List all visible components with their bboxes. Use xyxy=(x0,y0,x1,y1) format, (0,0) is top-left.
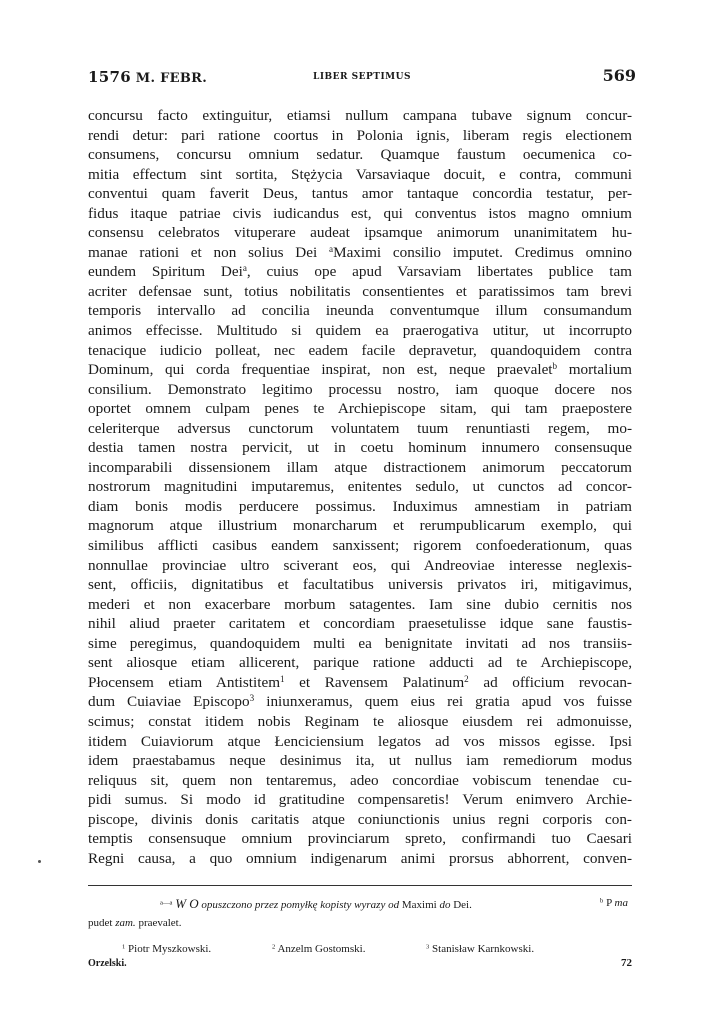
month: M. FEBR. xyxy=(135,71,208,86)
text-line: Regni causa, a quo omnium indigenarum animi prorsus abhorrent, conven- xyxy=(88,849,632,867)
text-run: Dominum, qui corda frequentiae inspirat, non est, neque praevalet xyxy=(88,361,553,379)
year: 1576 xyxy=(88,68,131,86)
text-run: dum Cuiaviae Episcopo xyxy=(88,693,250,711)
text-line: mederi et non exacerbare morbum satagentes. Iam sine dubio cernitis nos xyxy=(88,595,632,613)
text-line: mitia effectum sint sortita, Stężycia Varsaviaque docuit, e contra, communi xyxy=(88,165,632,183)
footnote-a-word1: Maximi xyxy=(401,899,437,911)
footnote-a-do: do xyxy=(439,899,451,911)
signature-author: Orzelski. xyxy=(88,958,127,969)
person-footnote-1: $^1$ Piotr Myszkowski. xyxy=(122,943,212,955)
text-line xyxy=(88,360,632,380)
text-line: animos effecisse. Multitudo si quidem ea praerogativa utitur, ut incorrupto xyxy=(88,322,632,340)
text-line: sent aliosque etiam allicerent, parique ratione adducti ad te Archiepiscope, xyxy=(88,654,632,672)
footnote-a-marker: a—a xyxy=(160,899,173,907)
text-run: Maximi consilio imputet. Credimus omnino xyxy=(333,243,632,261)
text-line xyxy=(88,692,632,712)
text-run: ad officium revocan- xyxy=(468,673,632,691)
text-run: , cuius ope apud Varsaviam libertates publice tam xyxy=(246,263,632,281)
text-line: similibus afflicti casibus eandem sanxissent; rigorem confoederationum, quas xyxy=(88,537,632,555)
text-line: consensu celebratos vituperare audeat ipsamque animorum unanimitatem hu- xyxy=(88,224,632,242)
text-line: celeriterque adversus cunctorum voluntatem tuum renuntiasti regem, mo- xyxy=(88,419,632,437)
text-run: Płocensem etiam Antistitem xyxy=(88,673,281,691)
main-text xyxy=(88,106,632,868)
text-line: destia tamen nostra pervicit, ut in coetu hominum innumero consensuque xyxy=(88,439,632,457)
footnote-ref: a xyxy=(329,243,334,254)
text-line: nihil aliud praeter caritatem et concordiam praesetulisse idque sane faustis- xyxy=(88,615,632,633)
text-line: sent, officiis, dignitatibus et facultatibus universis privatos iri, mitigavimus, xyxy=(88,576,632,594)
footnote-a-prefix: W O xyxy=(175,896,199,911)
footnote-ref: 1 xyxy=(280,673,285,684)
footnote-b-p: P xyxy=(606,897,612,909)
text-line: reliquus sit, quem non tentaremus, adeo concordiae vobiscum tenendae cu- xyxy=(88,771,632,789)
text-line: concursu facto extinguitur, etiamsi nullum campana tubave signum concur- xyxy=(88,107,632,124)
text-line: temporis intervallo ad concilia ineunda conventumque illum consumandum xyxy=(88,302,632,320)
text-line: rendi detur: pari ratione coortus in Polonia ignis, liberam regis electionem xyxy=(88,126,632,144)
margin-mark xyxy=(38,860,41,863)
text-line xyxy=(88,243,632,263)
footnotes xyxy=(88,894,632,960)
person-footnote-2: $^2$ Anzelm Gostomski. xyxy=(272,943,366,955)
text-line: diam bonis modis perducere possimus. Induximus amnestiam in patriam xyxy=(88,497,632,515)
text-line: nostrorum magnitudini imputaremus, enitentes sedulo, ut cunctos ad concor- xyxy=(88,478,632,496)
footnote-b-cont-1: pudet xyxy=(88,917,113,929)
footnote-a-word2: Dei. xyxy=(453,899,472,911)
text-line: piscope, divinis donis caritatis atque coniunctionis unius regni corporis con- xyxy=(88,810,632,828)
text-line: consumens, concursu omnium sedatur. Quamque faustum oecumenica co- xyxy=(88,146,632,164)
footnote-b xyxy=(600,894,628,913)
footnote-a-text: opuszczono przez pomyłkę kopisty wyrazy od xyxy=(201,899,400,911)
text-line: tenacique iudicio polleat, nec eadem facile depravetur, quandoquidem contra xyxy=(88,341,632,359)
text-line: temptis consensuque omnium provinciarum spreto, confirmandi tuo Caesari xyxy=(88,830,632,848)
text-line: oportet omnem culpam penes te Archiepiscope sitam, qui tam praepostere xyxy=(88,400,632,418)
footnote-b-text: ma xyxy=(614,897,628,909)
text-line: magnorum atque illustrium monarcharum et rerumpublicarum exemplo, qui xyxy=(88,517,632,535)
text-line: pidi sumus. Si modo id gratitudine compensaretis! Verum enimvero Archie- xyxy=(88,791,632,809)
footnote-rule xyxy=(88,885,632,886)
book-title: LIBER SEPTIMUS xyxy=(313,72,411,82)
footnote-ref: b xyxy=(552,361,558,372)
person-footnote-3: $^3$ Stanisław Karnkowski. xyxy=(426,943,535,955)
text-line xyxy=(88,673,632,693)
text-run: manae rationi et non solius Dei xyxy=(88,243,330,261)
text-line: scimus; constat itidem nobis Reginam te aliosque eiusdem rei admonuisse, xyxy=(88,712,632,730)
text-run: et Ravensem Palatinum xyxy=(284,673,465,691)
text-line: conventui quam faverit Deus, tantus amor tantaque concordia testatur, per- xyxy=(88,185,632,203)
text-run: eundem Spiritum Dei xyxy=(88,263,243,281)
text-line: fidus itaque patriae civis iudicandus est, qui conventus istos magno omnium xyxy=(88,204,632,222)
text-line xyxy=(88,262,632,282)
footnote-b-continuation xyxy=(88,914,632,934)
running-head xyxy=(88,66,636,90)
person-footnotes xyxy=(88,940,632,960)
footnote-b-marker: b xyxy=(600,897,604,905)
text-line: idem praestabamus neque desinimus ita, ut nullus iam remediorum modus xyxy=(88,752,632,770)
footnote-ref: 3 xyxy=(249,693,255,704)
text-line: sime peregimus, quandoquidem multi ea benignitate invitati ad nos transiis- xyxy=(88,634,632,652)
footnote-ref: a xyxy=(242,263,247,274)
text-line: itidem Cuiaviorum atque Łenciciensium legatos ad vos missos egisse. Ipsi xyxy=(88,732,632,750)
text-run: iniunxeramus, quem eius rei gratia apud vos fuisse xyxy=(254,693,632,711)
footnote-a xyxy=(88,894,632,914)
text-run: mortalium xyxy=(557,361,632,379)
page-number: 569 xyxy=(602,66,636,85)
footnote-b-cont-2: praevalet. xyxy=(138,917,182,929)
footnote-b-cont-sam: zam. xyxy=(115,917,136,929)
text-line: consilium. Demonstrato legitimo processu nostro, iam quoque docere nos xyxy=(88,380,632,398)
footnote-ref: 2 xyxy=(464,673,469,684)
text-line: acriter defensae sunt, totius nobilitatis consentientes et paratissimos tam brevi xyxy=(88,282,632,300)
text-line: nonnullae provinciae ultro sciverant eos, qui Andreoviae interesse neglexis- xyxy=(88,556,632,574)
signature-sheet-number: 72 xyxy=(621,957,632,969)
text-line: incomparabili dissensionem illam atque distractionem animorum peccatorum xyxy=(88,458,632,476)
